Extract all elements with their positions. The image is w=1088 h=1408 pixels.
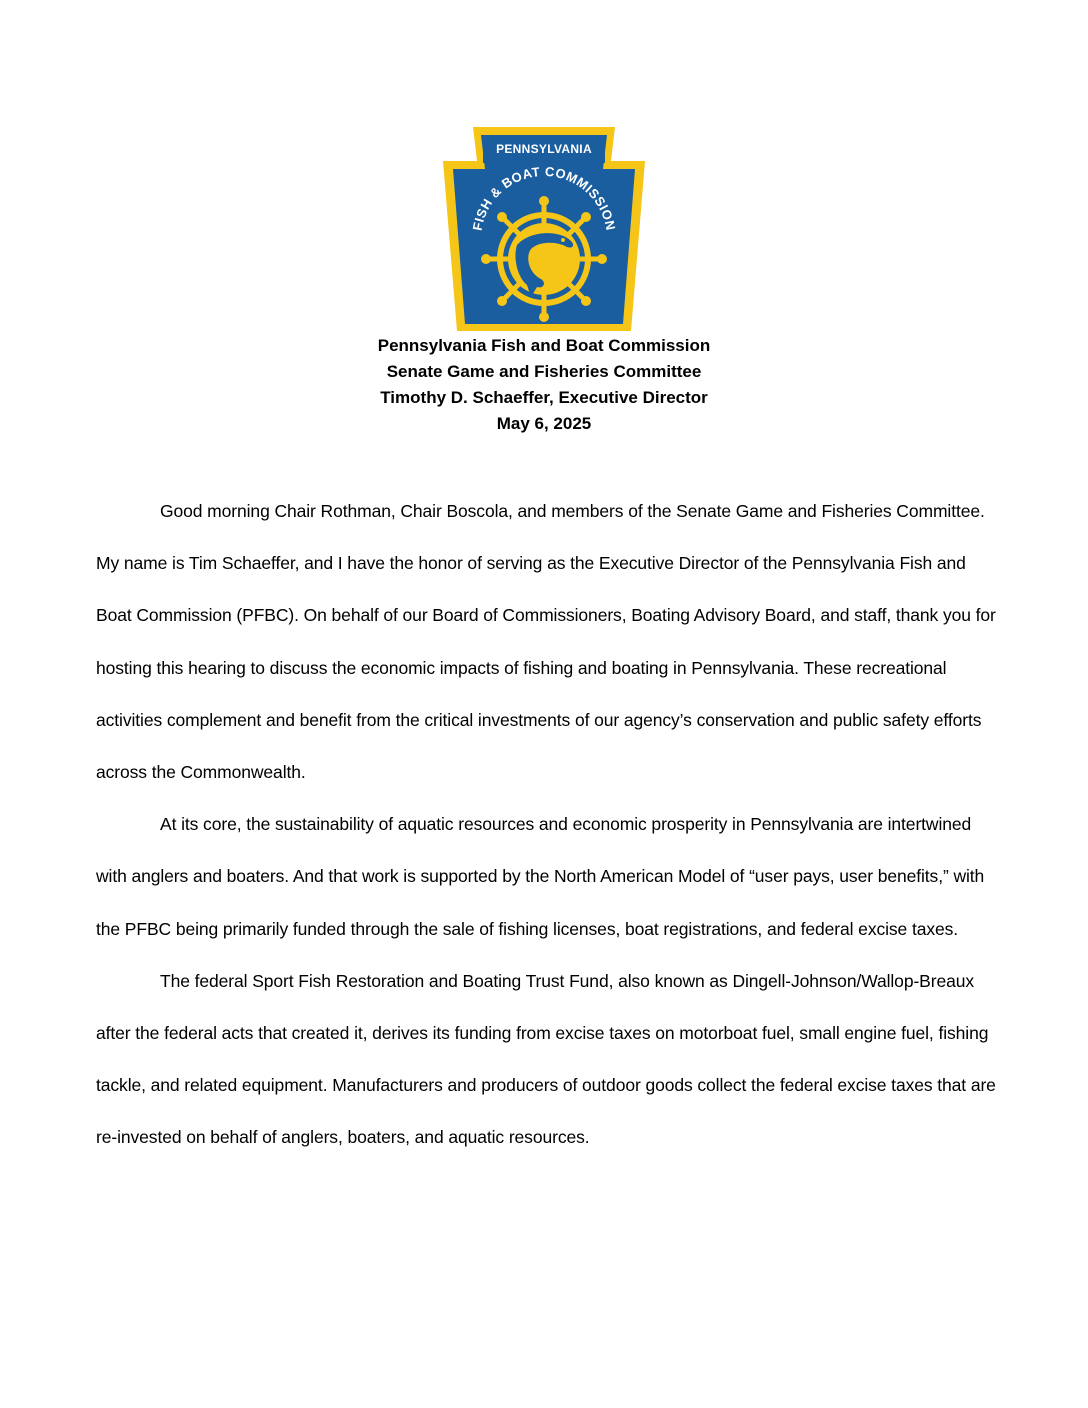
header-date: May 6, 2025	[496, 414, 592, 433]
testimony-body	[96, 485, 996, 1164]
header-speaker: Timothy D. Schaeffer, Executive Director	[380, 388, 708, 407]
keystone-emblem	[443, 127, 645, 331]
header-organization: Pennsylvania Fish and Boat Commission	[377, 336, 711, 355]
pfbc-keystone-logo	[443, 127, 645, 331]
document-header	[0, 333, 1088, 437]
header-committee: Senate Game and Fisheries Committee	[386, 362, 702, 381]
paragraph: Good morning Chair Rothman, Chair Boscola, and members of the Senate Game and Fisheries Committee. My name is Tim Schaeffer, and I have the honor of serving as the Executive Director of the Pennsylvania Fish and Boat Commission (PFBC). On behalf of our Board of Commissioners, Boating Advisory Board, and staff, thank you for hosting this hearing to discuss the economic impacts of fishing and boating in Pennsylvania. These recreational activities complement and benefit from the critical investments of our agency’s conservation and public safety efforts across the Commonwealth.	[96, 501, 996, 783]
logo-arc-text: FISH & BOAT COMMISSION	[469, 163, 619, 232]
logo-top-text: PENNSYLVANIA	[496, 142, 592, 156]
paragraph: The federal Sport Fish Restoration and Boating Trust Fund, also known as Dingell-Johnson/Wallop-Breaux after the federal acts that created it, derives its funding from excise taxes on motorboat fuel, small engine fuel, fishing tackle, and related equipment. Manufacturers and producers of outdoor goods collect the federal excise taxes that are re-invested on behalf of anglers, boaters, and aquatic resources.	[96, 970, 996, 1148]
paragraph: At its core, the sustainability of aquatic resources and economic prosperity in Pennsylvania are intertwined with anglers and boaters. And that work is supported by the North American Model of “user pays, user benefits,” with the PFBC being primarily funded through the sale of fishing licenses, boat registrations, and federal excise taxes.	[96, 814, 985, 939]
